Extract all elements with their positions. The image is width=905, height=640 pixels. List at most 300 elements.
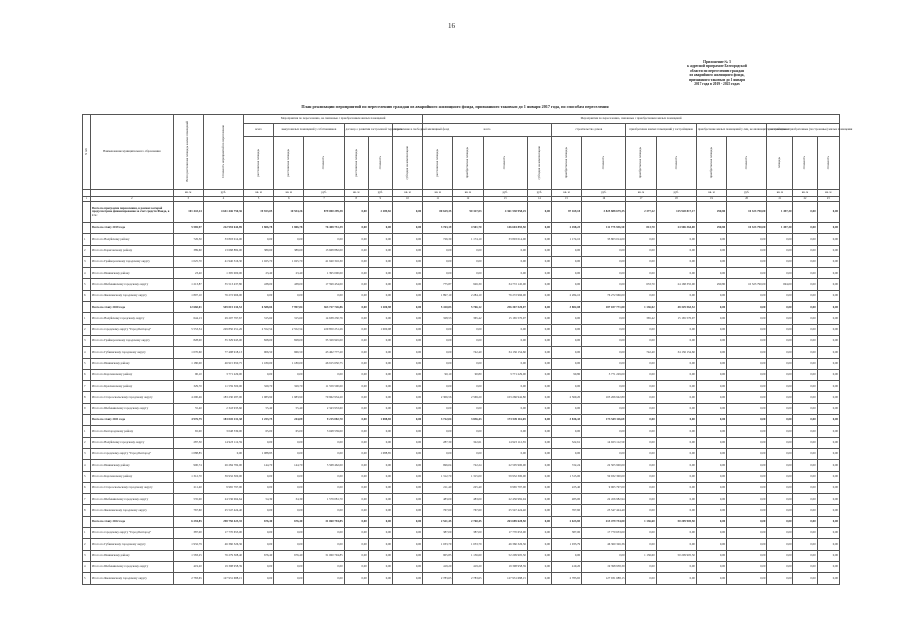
table-cell: 87 169,18	[551, 202, 581, 223]
table-cell: 29 207 797,67	[203, 313, 243, 324]
table-cell: 111 775 936,50	[582, 223, 626, 234]
table-cell: 41 940 316,30	[304, 256, 344, 267]
table-cell: 17 599 454,00	[304, 279, 344, 290]
table-cell: 0,00	[527, 403, 551, 414]
table-cell: 1 806,78	[274, 223, 304, 234]
table-cell: Итого по Яковлевскому городскому округу	[91, 290, 174, 301]
table-cell: 0,00	[344, 494, 368, 505]
table-cell: 0,00	[582, 256, 626, 267]
table-cell: 1 174,10	[453, 234, 483, 245]
table-cell: 1 180,00	[173, 358, 203, 369]
table-cell: 0,00	[626, 437, 656, 448]
page-number: 16	[448, 22, 455, 30]
table-cell: 0,00	[368, 279, 392, 290]
table-cell: 813,70	[626, 223, 656, 234]
table-cell: 0,00	[344, 245, 368, 256]
table-cell: 0,00	[392, 505, 422, 516]
table-cell: 54,39	[244, 494, 274, 505]
table-cell: 0,00	[527, 460, 551, 471]
table-cell: 0,00	[767, 415, 793, 426]
table-cell: 0,00	[696, 494, 726, 505]
table-cell: 0,00	[392, 528, 422, 539]
table-cell: 0,00	[793, 279, 817, 290]
table-cell: 0,00	[274, 539, 304, 550]
table-cell: 0,00	[767, 324, 793, 335]
col-number: 8	[344, 197, 368, 202]
table-cell: 3 836,43	[551, 415, 581, 426]
table-cell: 3 048 539,00	[304, 426, 344, 437]
table-cell: 10 554,26	[274, 202, 304, 223]
table-cell: 59 932 300,00	[582, 471, 626, 482]
table-cell: 387,00	[453, 528, 483, 539]
table-cell: 23,40	[173, 268, 203, 279]
table-cell: 3 048 539,00	[203, 426, 243, 437]
table-cell: 0,00	[344, 335, 368, 346]
table-cell: 0,00	[817, 369, 839, 380]
table-cell: 76 272 966,00	[483, 290, 527, 301]
col-number: 14	[527, 197, 551, 202]
table-cell: 0,00	[767, 561, 793, 572]
table-cell: 0,00	[793, 494, 817, 505]
table-cell: 0,00	[527, 437, 551, 448]
table-row	[83, 426, 840, 437]
table-cell: 24 506 364,00	[656, 223, 696, 234]
table-cell: 1 025,70	[173, 256, 203, 267]
table-cell: 0,00	[582, 279, 626, 290]
table-cell: 387,00	[423, 528, 453, 539]
table-cell: 34 136 154,60	[656, 347, 696, 358]
table-cell: 644,13	[173, 313, 203, 324]
col-number: 21	[767, 197, 793, 202]
table-cell: 5 569,97	[173, 223, 203, 234]
table-cell: 0,00	[696, 403, 726, 414]
resettlement-table	[82, 114, 853, 585]
table-cell: 0,00	[793, 223, 817, 234]
table-cell: 0,00	[696, 347, 726, 358]
table-cell: 0,00	[527, 234, 551, 245]
table-cell: 0,00	[793, 573, 817, 584]
table-cell: 767,60	[423, 505, 453, 516]
table-cell: 55 513 437,80	[203, 279, 243, 290]
table-cell: 1 312,70	[173, 471, 203, 482]
table-cell: 5	[83, 358, 91, 369]
table-cell: 9 965 797,00	[203, 482, 243, 493]
sub-purchase-header: приобретение жилых помещений у застройщиков	[626, 124, 696, 137]
table-cell: 15 165 570,97	[656, 313, 696, 324]
table-cell: Итого по Губкинскому городскому округу	[91, 539, 174, 550]
table-cell: 767,60	[551, 505, 581, 516]
table-cell: 1 180,00	[274, 358, 304, 369]
table-cell: 0,00	[767, 358, 793, 369]
table-cell: 0,00	[453, 381, 483, 392]
table-cell: 0,00	[344, 516, 368, 527]
table-cell: 43 462 777,20	[304, 347, 344, 358]
table-cell: 90,10	[173, 369, 203, 380]
table-cell: 76 279 308,40	[203, 550, 243, 561]
table-cell: 0,00	[727, 335, 767, 346]
table-cell: 0,00	[696, 426, 726, 437]
table-cell: 0,00	[626, 426, 656, 437]
table-cell: 3 771 229,00	[483, 369, 527, 380]
table-cell: 676,40	[244, 516, 274, 527]
table-cell: 0,00	[696, 268, 726, 279]
table-cell: 2	[83, 437, 91, 448]
table-cell: 0,00	[274, 482, 304, 493]
table-cell: 0,00	[727, 245, 767, 256]
table-cell: 13 668 882,00	[304, 245, 344, 256]
table-cell: 0,00	[656, 505, 696, 516]
table-cell: 65,00	[274, 426, 304, 437]
table-cell: Итого по Шебекинскому городскому округу	[91, 561, 174, 572]
table-cell: 389,60	[274, 245, 304, 256]
table-cell: 0,00	[793, 335, 817, 346]
table-cell: 365,42	[626, 313, 656, 324]
table-cell: 0,00	[727, 573, 767, 584]
group-resettle-header: Мероприятия по переселению, не связанные с приобретением жилых помещений	[244, 115, 423, 124]
table-cell: 0,00	[767, 302, 793, 313]
table-cell: 0,00	[582, 403, 626, 414]
table-cell: 0,00	[793, 561, 817, 572]
table-cell: 46 360 326,36	[483, 539, 527, 550]
table-cell: 0,00	[656, 392, 696, 403]
table-cell: 55,40	[274, 403, 304, 414]
col-number: 6	[274, 197, 304, 202]
table-cell: 90 327,03	[453, 202, 483, 223]
table-cell: 290,80	[696, 202, 726, 223]
table-cell: 0,00	[817, 573, 839, 584]
table-cell: 0,00	[767, 550, 793, 561]
table-cell: 0,00	[423, 358, 453, 369]
table-cell: 0,00	[304, 482, 344, 493]
table-cell: 0,00	[727, 482, 767, 493]
table-cell: 6	[83, 290, 91, 301]
table-cell: 0,00	[696, 256, 726, 267]
table-cell: 0,00	[626, 482, 656, 493]
table-cell: 0,00	[551, 245, 581, 256]
table-cell: 0,00	[767, 471, 793, 482]
table-cell: 0,00	[656, 460, 696, 471]
table-row	[83, 381, 840, 392]
table-cell: 1 136,60	[626, 550, 656, 561]
table-cell: 9	[83, 403, 91, 414]
table-cell: 0,00	[817, 245, 839, 256]
table-cell: 1 200,98	[368, 302, 392, 313]
table-cell: 0,00	[274, 471, 304, 482]
unit-cell: руб.	[582, 190, 626, 197]
table-cell: 0,00	[793, 437, 817, 448]
table-cell: 22 456 982,94	[582, 494, 626, 505]
table-cell: 0,00	[551, 403, 581, 414]
table-cell: 0,00	[696, 460, 726, 471]
table-cell: 0,00	[368, 256, 392, 267]
table-cell: 0,00	[767, 539, 793, 550]
table-cell: 1	[83, 528, 91, 539]
table-cell: 6 294,85	[173, 516, 203, 527]
table-cell: 0,00	[696, 302, 726, 313]
table-cell: 0,00	[696, 448, 726, 459]
table-cell: 0,00	[656, 335, 696, 346]
table-cell: 0,00	[793, 256, 817, 267]
table-cell: 11 559 500,00	[203, 381, 243, 392]
table-cell: 0,00	[274, 290, 304, 301]
table-cell: 101 443,24	[173, 202, 203, 223]
table-cell: 0,00	[392, 426, 422, 437]
table-cell: 0,00	[527, 369, 551, 380]
table-cell: 0,00	[727, 358, 767, 369]
table-cell: Итого по городскому округу "Город Белгород"	[91, 324, 174, 335]
table-cell: 0,00	[344, 381, 368, 392]
rot-header: приобретаемая площадь	[551, 137, 581, 190]
table-cell: 2 289,82	[368, 202, 392, 223]
unit-cell: кв. м	[423, 190, 453, 197]
table-cell: 2 284,10	[453, 290, 483, 301]
table-cell: 438,00	[244, 279, 274, 290]
table-cell: 1 395 000,00	[304, 268, 344, 279]
table-cell: 0,00	[626, 460, 656, 471]
table-cell: 50 209 905,50	[656, 516, 696, 527]
table-cell: 0,00	[696, 245, 726, 256]
table-cell: 0,00	[274, 448, 304, 459]
table-cell: 0,00	[483, 268, 527, 279]
table-cell: 1 025,70	[244, 256, 274, 267]
table-cell: 0,00	[626, 335, 656, 346]
table-cell: 173 549 116,69	[582, 415, 626, 426]
rot-header: стоимость	[727, 137, 767, 190]
table-cell: 0,00	[527, 573, 551, 584]
table-cell: 65,00	[173, 426, 203, 437]
col-number: 4	[203, 197, 243, 202]
table-cell: 2 306,56	[423, 392, 453, 403]
table-cell: 0,00	[767, 505, 793, 516]
table-cell: 633,70	[626, 279, 656, 290]
table-cell: Итого по Ивнянскому району	[91, 268, 174, 279]
table-cell: 0,00	[727, 505, 767, 516]
table-cell: Итого по Борисовскому району	[91, 245, 174, 256]
table-cell: 1 497,30	[767, 202, 793, 223]
table-cell: 0,00	[696, 313, 726, 324]
table-cell: 0,00	[817, 437, 839, 448]
table-cell: 0,00	[727, 415, 767, 426]
table-cell: 6	[83, 369, 91, 380]
table-cell: 0,00	[527, 415, 551, 426]
table-cell: 4	[83, 561, 91, 572]
table-cell: 0,00	[304, 539, 344, 550]
table-cell: 1 088,85	[244, 448, 274, 459]
table-cell: 0,00	[696, 335, 726, 346]
table-cell: 767,60	[453, 505, 483, 516]
table-cell: 0,00	[344, 202, 368, 223]
table-cell: 0,00	[626, 324, 656, 335]
table-cell: 55,40	[244, 403, 274, 414]
table-cell: 0,00	[527, 448, 551, 459]
table-cell: 0,00	[767, 437, 793, 448]
table-cell: 0,00	[767, 426, 793, 437]
table-cell: 5	[83, 279, 91, 290]
table-cell: 0,00	[656, 403, 696, 414]
table-cell: 0,00	[767, 313, 793, 324]
table-cell: 0,00	[626, 528, 656, 539]
table-cell: 4	[83, 347, 91, 358]
table-cell: 5	[83, 573, 91, 584]
unit-cell: руб.	[527, 190, 551, 197]
table-cell: 0,00	[696, 471, 726, 482]
table-cell: 17 770 653,00	[582, 528, 626, 539]
table-cell: 0,00	[727, 403, 767, 414]
table-cell: 0,00	[696, 381, 726, 392]
table-row	[83, 561, 840, 572]
table-cell: 0,00	[767, 268, 793, 279]
table-cell: 0,00	[727, 324, 767, 335]
table-cell: 0,00	[527, 313, 551, 324]
table-cell: 0,00	[626, 448, 656, 459]
table-cell: 19 398 958,39	[203, 561, 243, 572]
table-cell: 676,40	[274, 550, 304, 561]
table-row	[83, 358, 840, 369]
table-cell: 0,00	[483, 403, 527, 414]
table-cell: 2	[83, 324, 91, 335]
table-cell: 0,00	[368, 426, 392, 437]
table-cell: Всего по программе переселения, в рамках которой предусмотрено финансирование за счет средств Фонда, в т.ч.:	[91, 202, 174, 223]
table-cell: 1 174,10	[551, 234, 581, 245]
table-cell: 0,00	[793, 245, 817, 256]
table-cell: 0,00	[368, 234, 392, 245]
table-cell: 0,00	[368, 482, 392, 493]
table-cell: Итого по Валуйскому городскому округу	[91, 313, 174, 324]
table-cell: 1 070,60	[173, 347, 203, 358]
table-cell: 34 136 154,60	[483, 347, 527, 358]
table-cell: 0,00	[527, 539, 551, 550]
table-cell: 0,00	[656, 268, 696, 279]
table-cell: 0,00	[527, 482, 551, 493]
table-cell: 0,00	[656, 369, 696, 380]
table-cell: 3 771 229,00	[203, 369, 243, 380]
appendix-line: области по переселению граждан	[689, 68, 745, 73]
table-cell: 549 015 234,53	[203, 302, 243, 313]
table-cell: 0,00	[727, 290, 767, 301]
table-cell: 31 060 794,85	[304, 550, 344, 561]
col-number: 1	[83, 197, 91, 202]
table-cell: 76 272 966,00	[203, 290, 243, 301]
table-cell: 0,00	[551, 426, 581, 437]
table-cell: 1 136,02	[626, 302, 656, 313]
table-cell: 2 623,85	[551, 516, 581, 527]
col-number: 15	[551, 197, 581, 202]
table-cell: 0,00	[392, 347, 422, 358]
table-cell: 0,00	[656, 482, 696, 493]
document-title: План реализации мероприятий по переселению граждан из аварийного жилищного фонда, признанного таковым до 1 января 2017 года, по способам переселения	[301, 104, 609, 109]
table-cell: 3 722,04	[423, 415, 453, 426]
table-cell: 0,00	[392, 268, 422, 279]
table-cell: 213 479 734,00	[582, 516, 626, 527]
table-cell: 0,00	[727, 347, 767, 358]
table-cell: 0,00	[344, 347, 368, 358]
table-cell: 676,40	[244, 550, 274, 561]
table-cell: 0,00	[244, 482, 274, 493]
table-cell: 0,00	[793, 539, 817, 550]
table-cell: 0,00	[392, 313, 422, 324]
table-cell: 0,00	[244, 369, 274, 380]
table-cell: 0,00	[626, 471, 656, 482]
unit-cell: кв. м	[793, 190, 817, 197]
table-cell: 775,87	[423, 279, 453, 290]
table-cell: 0,00	[527, 335, 551, 346]
table-cell: 0,00	[392, 202, 422, 223]
table-cell: 0,00	[244, 528, 274, 539]
table-cell: Итого по Валуйскому городскому округу	[91, 437, 174, 448]
col-number: 18	[656, 197, 696, 202]
sub-build-header: строительство домов	[551, 124, 625, 137]
table-cell: 1 025,70	[274, 256, 304, 267]
table-cell: 9 215 082,70	[304, 415, 344, 426]
table-cell: 3	[83, 256, 91, 267]
table-cell: 0,00	[453, 335, 483, 346]
table-cell: 0,00	[626, 415, 656, 426]
table-cell: 0,00	[344, 550, 368, 561]
table-cell: 0,00	[368, 494, 392, 505]
table-cell: Итого по Яковлевскому городскому округу	[91, 573, 174, 584]
table-cell: 0,00	[392, 550, 422, 561]
table-cell: Итого по Шебекинскому городскому округу	[91, 403, 174, 414]
table-cell: Итого по Ивнянскому району	[91, 358, 174, 369]
table-cell: 0,00	[696, 369, 726, 380]
table-cell: 0,00	[793, 290, 817, 301]
table-cell: 0,00	[368, 268, 392, 279]
table-cell: 0,00	[423, 403, 453, 414]
table-cell: 0,00	[244, 573, 274, 584]
table-cell: 0,00	[793, 268, 817, 279]
table-cell: 0,00	[626, 505, 656, 516]
table-cell: 34,39	[274, 494, 304, 505]
table-cell: 22 505 900,00	[483, 460, 527, 471]
table-cell: 4	[83, 268, 91, 279]
table-row	[83, 415, 840, 426]
table-cell: 7	[83, 381, 91, 392]
table-cell: 0,00	[368, 335, 392, 346]
table-cell: 0,00	[696, 561, 726, 572]
table-cell: 0,00	[551, 347, 581, 358]
table-cell: 33 803 014,00	[582, 234, 626, 245]
table-cell: Итого по Ивнянскому району	[91, 460, 174, 471]
table-cell: 0,00	[696, 392, 726, 403]
table-cell: 0,00	[274, 561, 304, 572]
table-cell: 2 343 933,60	[304, 403, 344, 414]
table-cell: 0,00	[582, 335, 626, 346]
col-number: 2	[91, 197, 174, 202]
table-cell: 0,00	[527, 516, 551, 527]
table-cell: 173 549 116,69	[483, 415, 527, 426]
table-cell: 0,00	[551, 448, 581, 459]
table-row	[83, 223, 840, 234]
table-cell: 0,00	[274, 369, 304, 380]
table-row	[83, 437, 840, 448]
table-cell: 0,00	[727, 234, 767, 245]
table-cell: 41 940 316,30	[203, 256, 243, 267]
table-cell: 0,00	[727, 516, 767, 527]
table-cell: 0,00	[817, 290, 839, 301]
table-cell: 0,00	[392, 539, 422, 550]
table-cell: 0,00	[793, 426, 817, 437]
table-cell: 1 806,78	[244, 223, 274, 234]
table-cell: 12 660,01	[173, 302, 203, 313]
table-cell: 2	[83, 245, 91, 256]
table-cell: 0,00	[656, 256, 696, 267]
table-cell: 0,00	[344, 358, 368, 369]
table-cell: 0,00	[551, 550, 581, 561]
table-cell: 315,60	[244, 313, 274, 324]
table-cell: 0,00	[368, 516, 392, 527]
table-cell: 2 552,54	[244, 324, 274, 335]
table-cell: 1 583,25	[173, 550, 203, 561]
